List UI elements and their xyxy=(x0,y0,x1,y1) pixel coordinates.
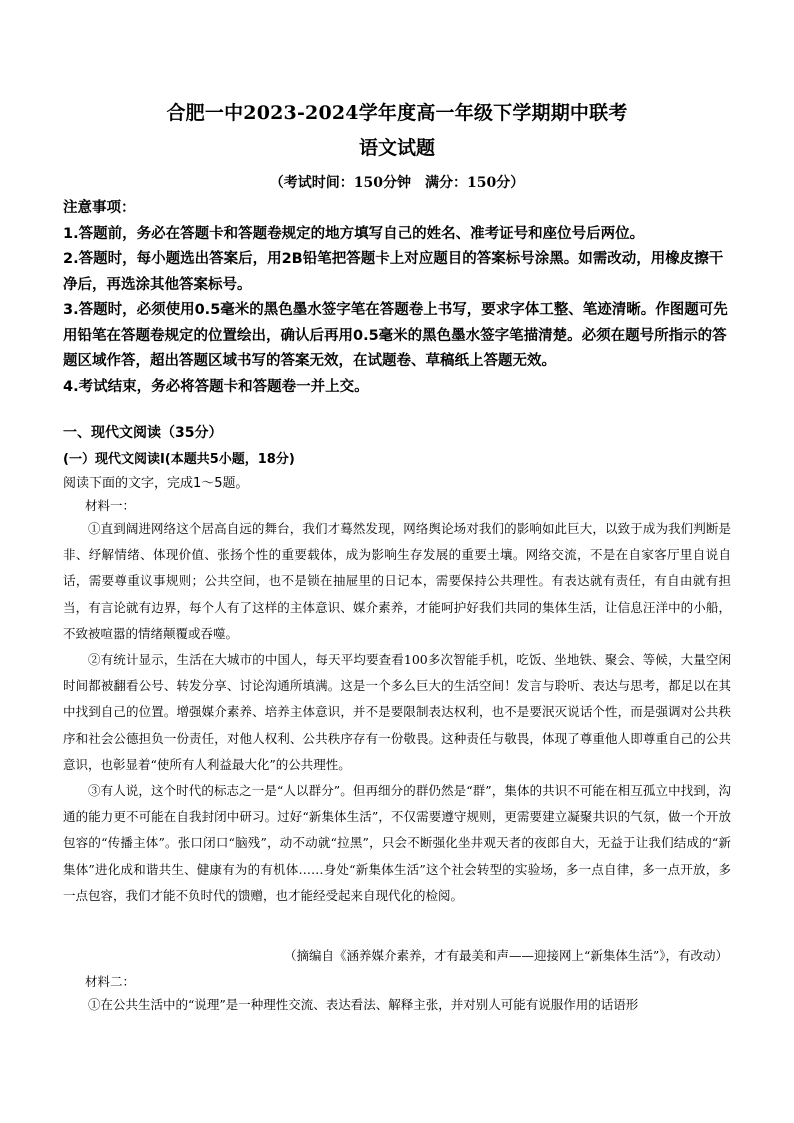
note-item-1: 1.答题前，务必在答题卡和答题卷规定的地方填写自己的姓名、准考证号和座位号后两位。 xyxy=(63,225,645,242)
material-2-label: 材料二： xyxy=(85,974,136,989)
reading-instruction: 阅读下面的文字，完成1～5题。 xyxy=(63,476,249,491)
note-item-2: 2.答题时，每小题选出答案后，用2B铅笔把答题卡上对应题目的答案标号涂黑。如需改动，用橡皮擦干净后，再选涂其他答案标号。 xyxy=(63,251,724,293)
exam-info: （考试时间：150分钟 满分：150分） xyxy=(269,175,525,191)
material-2-body xyxy=(63,992,731,1018)
material-1-label: 材料一： xyxy=(85,498,136,513)
material-1-paragraph-3: ③有人说，这个时代的标志之一是“人以群分”。但再细分的群仍然是“群”，集体的共识不可能在相互孤立中找到，沟通的能力更不可能在自我封闭中研习。过好“新集体生活”，不仅需要遵守规则，更需要建立凝聚共识的气氛，做一个开放包容的“传播主体”。张口闭口“脑残”，动不动就“拉黑”，只会不断强化坐井观天者的夜郎自大，无益于让我们结成的“新集体”进化成和谐共生、健康有为的有机体……身处“新集体生活”这个社会转型的实验场，多一点自律，多一点开放，多一点包容，我们才能不负时代的馈赠，也才能经受起来自现代化的检阅。 xyxy=(63,783,731,903)
material-1-paragraph-1: ①直到阔进网络这个居高自远的舞台，我们才蓦然发现，网络舆论场对我们的影响如此巨大，以致于成为我们判断是非、纾解情绪、体现价值、张扬个性的重要载体，成为影响生存发展的重要土壤。网络交流，不是在自家客厅里自说自话，需要尊重议事规则；公共空间，也不是锁在抽屉里的日记本，需要保持公共理性。有表达就有责任，有自由就有担当，有言论就有边界，每个人有了这样的主体意识、媒介素养，才能呵护好我们共同的集体生活，让信息汪洋中的小船，不致被喧嚣的情绪颠覆或吞噬。 xyxy=(63,521,731,641)
part-title: 一、现代文阅读（35分） xyxy=(63,425,223,441)
notes-block xyxy=(63,196,733,400)
note-item-3: 3.答题时，必须使用0.5毫米的黑色墨水签字笔在答题卷上书写，要求字体工整、笔迹清晰。作图题可先用铅笔在答题卷规定的位置绘出，确认后再用0.5毫米的黑色墨水签字笔描清楚。必须在题号所指示的答题区域作答，超出答题区域书写的答案无效，在试题卷、草稿纸上答题无效。 xyxy=(63,302,728,369)
material-1-body xyxy=(63,516,731,909)
material-2-paragraph-1: ①在公共生活中的“说理”是一种理性交流、表达看法、解释主张，并对别人可能有说服作用的话语形 xyxy=(88,997,639,1012)
material-1-source: （摘编自《涵养媒介素养，才有最美和声——迎接网上“新集体生活”》，有改动） xyxy=(283,948,728,963)
note-item-4: 4.考试结束，务必将答题卡和答题卷一并上交。 xyxy=(63,378,369,395)
material-1-paragraph-2: ②有统计显示，生活在大城市的中国人，每天平均要查看100多次智能手机，吃饭、坐地铁、聚会、等候，大量空闲时间都被翻看公号、转发分享、讨论沟通所填满。这是一个多么巨大的生活空间！发言与聆听、表达与思考，都足以在其中找到自己的位置。增强媒介素养、培养主体意识，并不是要限制表达权利，也不是要泯灭说话个性，而是强调对公共秩序和社会公德担负一份责任，对他人权利、公共秩序存有一份敬畏。这种责任与敬畏，体现了尊重他人即尊重自己的公共意识，也彰显着“使所有人利益最大化”的公共理性。 xyxy=(63,652,731,772)
notes-heading: 注意事项： xyxy=(63,200,136,216)
subject-title: 语文试题 xyxy=(358,137,435,159)
exam-title: 合肥一中2023-2024学年度高一年级下学期期中联考 xyxy=(166,102,628,124)
subpart-title: (一）现代文阅读Ⅰ(本题共5小题，18分) xyxy=(63,452,295,467)
